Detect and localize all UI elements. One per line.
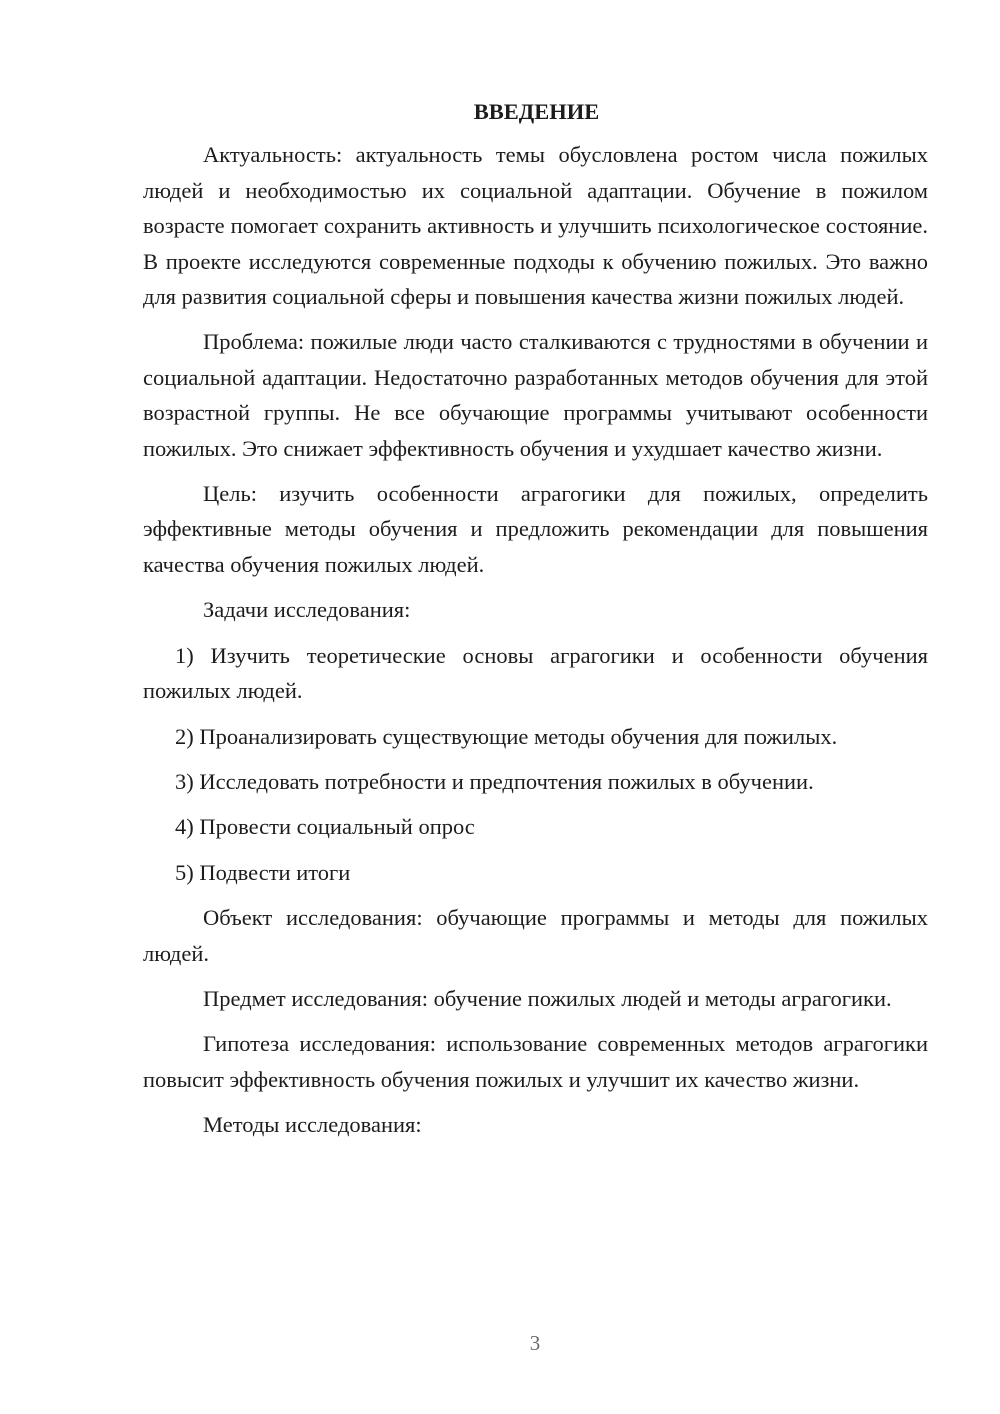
- methods-heading: Методы исследования:: [203, 1112, 422, 1138]
- paragraph-subject: Предмет исследования: обучение пожилых людей и методы аграгогики.: [203, 985, 892, 1011]
- paragraph-hypothesis: Гипотеза исследования: использование современных методов аграгогики повысит эффективность обучения пожилых и улучшит их качество жизни.: [143, 1031, 928, 1092]
- paragraph-relevance: Актуальность: актуальность темы обусловлена ростом числа пожилых людей и необходимостью их социальной адаптации. Обучение в пожилом возрасте помогает сохранить активность и улучшить психологическое состояние. В проекте исследуются современные подходы к обучению пожилых. Это важно для развития социальной сферы и повышения качества жизни пожилых людей.: [143, 142, 928, 310]
- page-content: [143, 94, 928, 1153]
- paragraph-problem: Проблема: пожилые люди часто сталкиваются с трудностями в обучении и социальной адаптации. Недостаточно разработанных методов обучения для этой возрастной группы. Не все обучающие программы учитывают особенности пожилых. Это снижает эффективность обучения и ухудшает качество жизни.: [143, 329, 928, 461]
- task-item: 4) Провести социальный опрос: [175, 814, 475, 840]
- task-item: 1) Изучить теоретические основы аграгогики и особенности обучения пожилых людей.: [143, 642, 928, 704]
- task-item: 2) Проанализировать существующие методы обучения для пожилых.: [175, 723, 838, 749]
- section-title: ВВЕДЕНИЕ: [473, 99, 600, 124]
- page-number: 3: [529, 1331, 541, 1355]
- paragraph-object: Объект исследования: обучающие программы и методы для пожилых людей.: [143, 905, 928, 966]
- paragraph-goal: Цель: изучить особенности аграгогики для пожилых, определить эффективные методы обучения и предложить рекомендации для повышения качества обучения пожилых людей.: [143, 481, 928, 577]
- tasks-heading: Задачи исследования:: [203, 597, 411, 623]
- task-item: 3) Исследовать потребности и предпочтения пожилых в обучении.: [175, 768, 814, 794]
- task-item: 5) Подвести итоги: [175, 859, 351, 885]
